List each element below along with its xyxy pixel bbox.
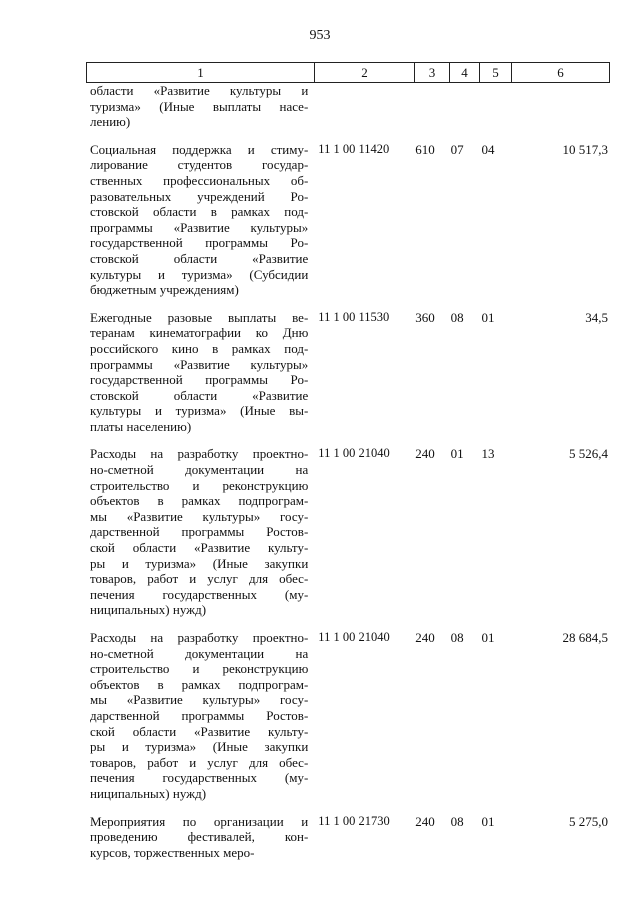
header-col-6: 6: [557, 65, 564, 80]
description-line: теранам кинематографии ко Дню: [90, 325, 309, 341]
description-line: дарственной программы Ростов-: [90, 524, 309, 540]
description-line: дарственной программы Ростов-: [90, 707, 309, 723]
row-col-4: [442, 83, 472, 130]
description-line: программы «Развитие культуры»: [90, 356, 309, 372]
row-col-3: 610: [415, 141, 435, 157]
row-col-5: 01: [481, 813, 495, 829]
description-line: программы «Развитие культуры»: [90, 219, 309, 235]
row-code: 11 1 00 21730: [318, 813, 390, 828]
row-col-5: 13: [481, 446, 495, 462]
description-line: культуры и туризма» (Иные вы-: [90, 403, 309, 419]
description-line: строительство и реконструкцию: [90, 477, 309, 493]
description-line: российского кино в рамках под-: [90, 340, 309, 356]
description-line: ры и туризма» (Иные закупки: [90, 739, 309, 755]
row-code: 11 1 00 21040: [318, 630, 390, 644]
description-line: туризма» (Иные выплаты насе-: [90, 98, 309, 114]
table-header: [86, 62, 610, 83]
description-line: объектов в рамках подпрограм-: [90, 493, 309, 509]
description-line: Мероприятия по организации и: [90, 813, 309, 829]
row-col-5: 01: [481, 630, 495, 645]
description-line: но-сметной документации на: [90, 645, 309, 661]
description-line: платы населению): [90, 418, 192, 434]
description-line: лению): [90, 114, 131, 130]
description-line: объектов в рамках подпрограм-: [90, 676, 309, 692]
row-code: 11 1 00 11530: [318, 309, 390, 324]
description-line: ской области «Развитие культу-: [90, 723, 309, 739]
header-col-5: 5: [480, 63, 512, 82]
description-line: печения государственных (му-: [90, 586, 309, 602]
table-row: [86, 310, 608, 435]
row-description: [86, 83, 308, 130]
description-line: товаров, работ и услуг для обес-: [90, 571, 309, 587]
description-line: строительство и реконструкцию: [90, 661, 309, 677]
description-line: печения государственных (му-: [90, 770, 309, 786]
row-description: [86, 446, 308, 618]
description-line: стовской области «Развитие: [90, 250, 309, 266]
row-amount: 34,5: [585, 309, 608, 325]
header-col-2: 2: [315, 63, 415, 82]
row-amount: [504, 83, 608, 130]
row-amount: 28 684,5: [562, 630, 608, 645]
row-code: 11 1 00 21040: [318, 446, 390, 461]
row-code: 11 1 00 11420: [318, 141, 390, 156]
page-number: 953: [309, 28, 331, 43]
description-line: курсов, торжественных меро-: [90, 844, 255, 860]
row-amount: 5 275,0: [568, 813, 608, 829]
table-row: [86, 814, 608, 861]
row-col-5: 01: [481, 309, 495, 325]
row-col-3: 240: [415, 630, 435, 645]
table-body: [86, 83, 608, 860]
row-col-3: 240: [415, 446, 435, 462]
description-line: разовательных учреждений Ро-: [90, 188, 309, 204]
row-col-3: 240: [415, 813, 435, 829]
row-col-4: 08: [450, 309, 464, 325]
row-description: [86, 310, 308, 435]
row-col-5: [472, 83, 504, 130]
row-amount: 10 517,3: [562, 141, 608, 157]
table-row: [86, 83, 608, 130]
row-col-4: 08: [450, 630, 464, 645]
description-line: культуры и туризма» (Субсидии: [90, 266, 309, 282]
row-description: [86, 814, 308, 861]
description-line: стовской области в рамках под-: [90, 204, 309, 220]
table-row: [86, 630, 608, 802]
description-line: государственной программы Ро-: [90, 235, 309, 251]
row-description: [86, 142, 308, 298]
description-line: ниципальных) нужд): [90, 785, 207, 801]
row-col-4: 01: [450, 446, 464, 462]
description-line: проведению фестивалей, кон-: [90, 829, 309, 845]
header-col-4: 4: [450, 63, 480, 82]
description-line: стовской области «Развитие: [90, 387, 309, 403]
description-line: товаров, работ и услуг для обес-: [90, 754, 309, 770]
row-col-4: 08: [450, 813, 464, 829]
header-col-1: 1: [87, 63, 315, 82]
description-line: ниципальных) нужд): [90, 602, 207, 618]
row-col-3: [408, 83, 443, 130]
description-line: бюджетным учреждениям): [90, 282, 239, 298]
description-line: мы «Развитие культуры» госу-: [90, 508, 309, 524]
description-line: мы «Развитие культуры» госу-: [90, 692, 309, 708]
row-description: [86, 630, 308, 802]
row-col-3: 360: [415, 309, 435, 325]
table-row: [86, 446, 608, 618]
description-line: Расходы на разработку проектно-: [90, 630, 309, 645]
description-line: Расходы на разработку проектно-: [90, 446, 309, 462]
description-line: области «Развитие культуры и: [90, 83, 309, 98]
description-line: ской области «Развитие культу-: [90, 540, 309, 556]
row-col-4: 07: [450, 141, 464, 157]
row-code: [308, 83, 407, 130]
description-line: ственных профессиональных об-: [90, 172, 309, 188]
row-amount: 5 526,4: [568, 446, 608, 462]
description-line: Ежегодные разовые выплаты ве-: [90, 309, 309, 325]
row-col-5: 04: [481, 141, 495, 157]
description-line: Социальная поддержка и стиму-: [90, 141, 309, 157]
description-line: лирование студентов государ-: [90, 157, 309, 173]
description-line: государственной программы Ро-: [90, 372, 309, 388]
description-line: но-сметной документации на: [90, 462, 309, 478]
header-col-3: 3: [415, 63, 450, 82]
table-row: [86, 142, 608, 298]
description-line: ры и туризма» (Иные закупки: [90, 555, 309, 571]
